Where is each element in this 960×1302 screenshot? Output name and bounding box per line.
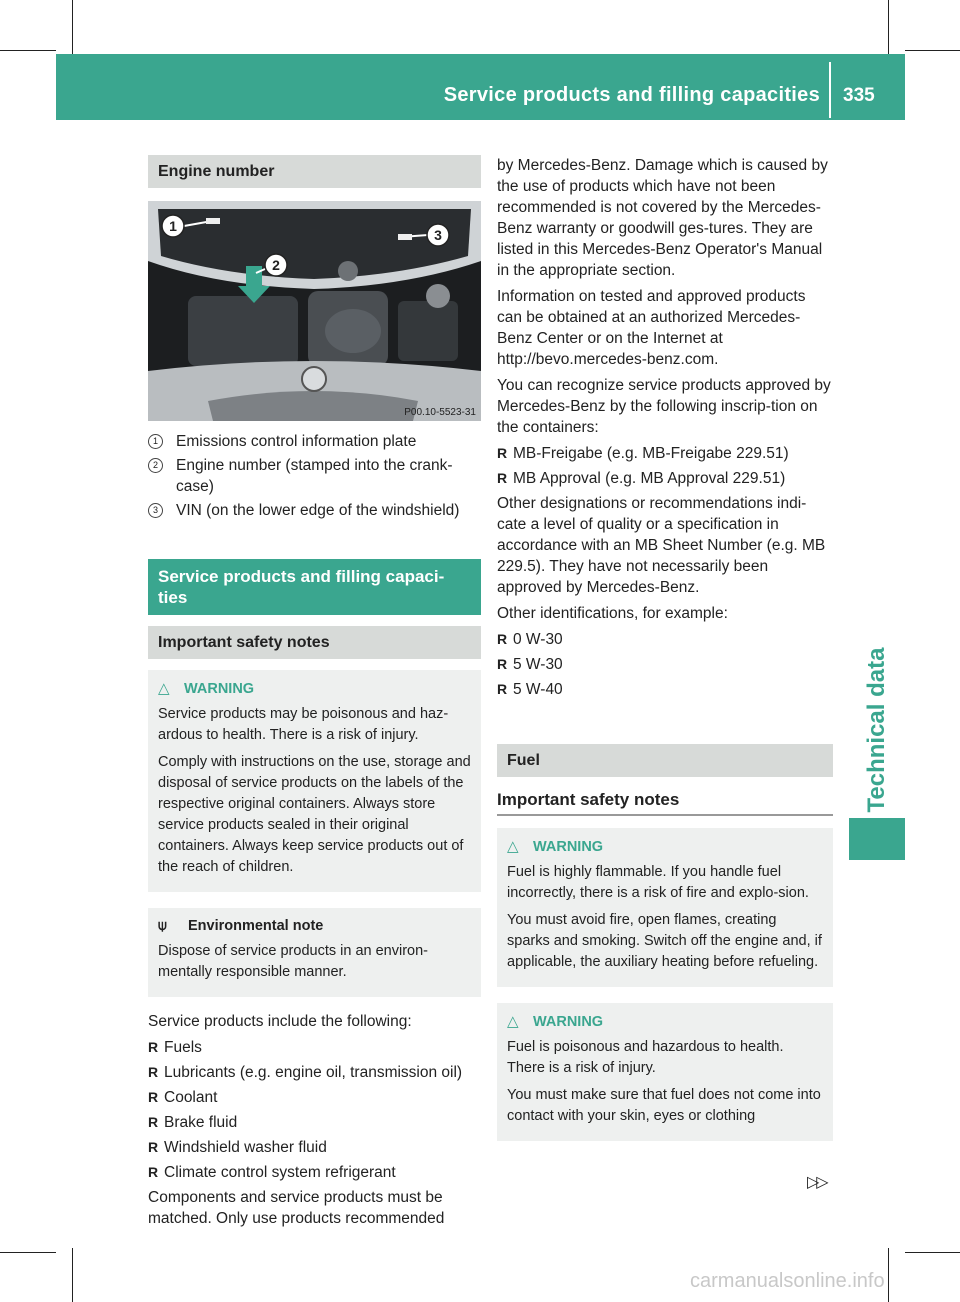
paragraph: Other designations or recommendations indi-cate a level of quality or a specification in accordance with an MB Sheet Number (e.g. MB 229.5). They have not necessarily been approved by Mercedes-Benz. [497, 495, 826, 596]
callout-3 [427, 224, 449, 246]
include-intro: Service products include the following: [148, 1013, 412, 1030]
warning-text: You must avoid fire, open flames, creating sparks and smoking. Switch off the engine and, if applicable, the auxiliary heating before refueling. [507, 912, 822, 970]
side-tab [849, 640, 905, 820]
warning-triangle-icon: △ [507, 838, 519, 855]
crop-mark [72, 1248, 73, 1302]
callout-2 [265, 254, 287, 276]
list-item: R Coolant [148, 1089, 218, 1106]
svg-text:3: 3 [434, 227, 442, 243]
warning-text: Fuel is poisonous and hazardous to health. There is a risk of injury. [507, 1039, 784, 1076]
right-column [497, 155, 833, 1141]
safety-heading: Important safety notes [148, 626, 481, 659]
engine-photo [148, 201, 481, 421]
identifications-list [497, 629, 833, 700]
continue-arrows-icon: ▷▷ [807, 1174, 826, 1191]
warning-panel: △ WARNING Service products may be poisonous and haz-ardous to health. There is a risk of injury. Comply with instructions on the use, storage and disposal of service products on the labels of the respective original containers. Always store service products sealed in their original containers. Always keep service products out of the reach of children. [148, 670, 481, 892]
list-item: R Lubricants (e.g. engine oil, transmission oil) [148, 1064, 463, 1081]
engine-illustration [148, 201, 481, 421]
warning-triangle-icon: △ [158, 680, 170, 697]
crop-mark [905, 50, 960, 51]
legend-item: 3 VIN (on the lower edge of the windshield) [148, 500, 481, 521]
list-item: R Brake fluid [148, 1114, 238, 1131]
list-item: R 5 W-40 [497, 681, 563, 698]
environmental-note-text: Dispose of service products in an environ-mentally responsible manner. [158, 943, 428, 980]
header-title: Service products and filling capacities [443, 84, 820, 106]
warning-text: You must make sure that fuel does not come into contact with your skin, eyes or clothing [507, 1087, 821, 1124]
list-item: R Windshield washer fluid [148, 1139, 327, 1156]
photo-code: P00.10-5523-31 [404, 407, 476, 418]
list-item: R 5 W-30 [497, 656, 563, 673]
left-column [148, 155, 481, 1234]
list-item: R MB-Freigabe (e.g. MB-Freigabe 229.51) [497, 445, 789, 462]
paragraph: Information on tested and approved products can be obtained at an authorized Mercedes-Benz Center or on the Internet at http://bevo.mercedes-benz.com. [497, 288, 806, 368]
list-item: R 0 W-30 [497, 631, 563, 648]
header-separator [829, 62, 831, 118]
callout-1 [162, 215, 184, 237]
crop-mark [72, 0, 73, 54]
side-tab-marker [849, 818, 905, 860]
warning-text: Service products may be poisonous and haz-ardous to health. There is a risk of injury. [158, 706, 449, 743]
list-item: R Fuels [148, 1039, 202, 1056]
fuel-warning-panel: △ WARNING Fuel is highly flammable. If you handle fuel incorrectly, there is a risk of fire and explo-sion. You must avoid fire, open flames, creating sparks and smoking. Switch off the engine and, if applicable, the auxiliary heating before refueling. [497, 828, 833, 987]
side-tab-label: Technical data [863, 647, 890, 813]
closing-text: Components and service products must be matched. Only use products recommended [148, 1189, 445, 1227]
environment-icon: ⍦ [158, 918, 167, 934]
warning-text: Comply with instructions on the use, storage and disposal of service products on the labels of the respective original containers. Always store service products sealed in their original containers. Always keep service products out of the reach of children. [158, 754, 471, 875]
paragraph: You can recognize service products approved by Mercedes-Benz by the following inscrip-tion on the containers: [497, 377, 831, 436]
svg-text:2: 2 [272, 257, 280, 273]
legend-item: 1 Emissions control information plate [148, 431, 481, 452]
svg-text:1: 1 [169, 218, 177, 234]
paragraph: by Mercedes-Benz. Damage which is caused by the use of products which have not been recommended is not covered by the Mercedes-Benz warranty or goodwill ges-tures. They are listed in this Mercedes-Benz Operator's Manual in the appropriate section. [497, 157, 828, 279]
engine-number-heading: Engine number [148, 155, 481, 188]
service-products-list [148, 1037, 481, 1183]
crop-mark [905, 1252, 960, 1253]
warning-text: Fuel is highly flammable. If you handle fuel incorrectly, there is a risk of fire and explo-sion. [507, 864, 809, 901]
list-item: R MB Approval (e.g. MB Approval 229.51) [497, 470, 786, 487]
fuel-toxicity-warning-panel: △ WARNING Fuel is poisonous and hazardous to health. There is a risk of injury. You must make sure that fuel does not come into contact with your skin, eyes or clothing [497, 1003, 833, 1141]
approval-list [497, 443, 833, 489]
crop-mark [888, 0, 889, 54]
fuel-heading: Fuel [497, 744, 833, 777]
crop-mark [0, 50, 56, 51]
page-number: 335 [843, 85, 875, 106]
paragraph: Other identifications, for example: [497, 605, 728, 622]
crop-mark [888, 1248, 889, 1302]
fuel-safety-heading: Important safety notes [497, 789, 833, 816]
environmental-note-panel: ⍦ Environmental note Dispose of service products in an environ-mentally responsible manner. [148, 908, 481, 997]
crop-mark [0, 1252, 56, 1253]
legend-item: 2 Engine number (stamped into the crank-case) [148, 455, 481, 497]
photo-legend [148, 431, 481, 521]
watermark: carmanualsonline.info [690, 1270, 885, 1292]
list-item: R Climate control system refrigerant [148, 1164, 396, 1181]
warning-triangle-icon: △ [507, 1013, 519, 1030]
section-heading: Service products and filling capaci-ties [148, 559, 481, 615]
